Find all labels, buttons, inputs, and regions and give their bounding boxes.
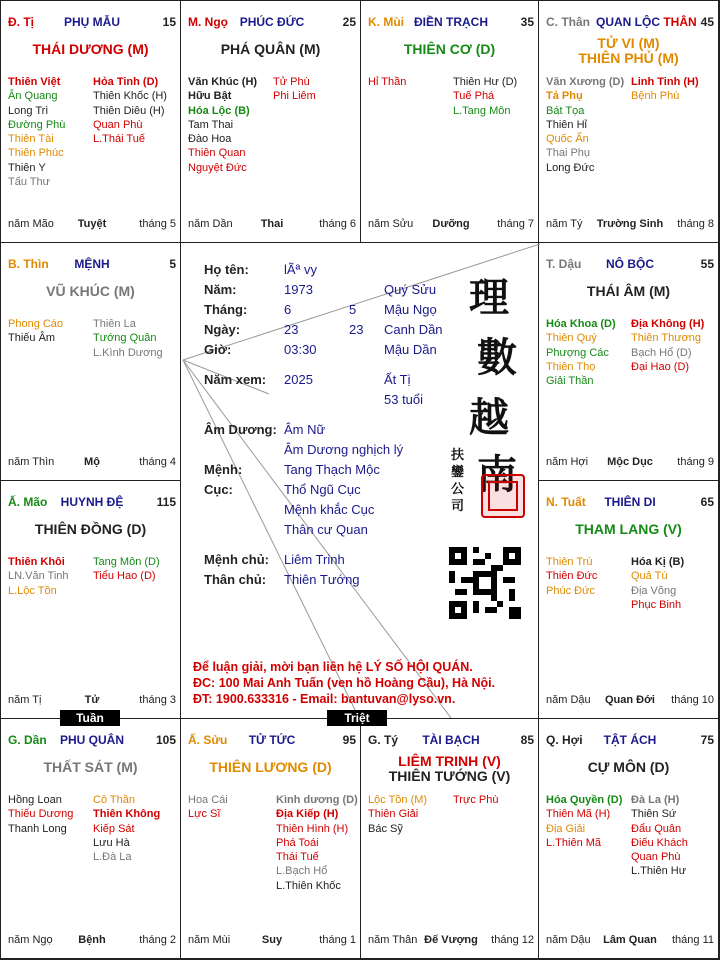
branch-label: G. Dần — [8, 733, 47, 747]
minor-star: Thiên Thương — [631, 332, 702, 345]
life-stage: Trường Sinh — [596, 218, 664, 230]
main-star: LIÊM TRINH (V) — [398, 753, 501, 769]
minor-star: Đà La (H) — [631, 794, 680, 806]
good-stars-column — [8, 317, 63, 346]
year-branch: năm Mùi — [188, 934, 231, 946]
life-stage: Suy — [261, 934, 283, 946]
palace-header — [546, 495, 714, 509]
branch-label: B. Thìn — [8, 257, 49, 271]
calligraphy-char-2: 數 — [477, 334, 517, 381]
cuc-note-1: Mệnh khắc Cục — [284, 502, 375, 517]
minor-star: Hỏa Tinh (D) — [93, 76, 159, 88]
seal-side-text: 扶 鑾 公 司 — [451, 448, 465, 514]
minor-star: Thiên Giải — [368, 808, 419, 821]
branch-label: N. Tuất — [546, 495, 586, 509]
good-stars-column — [8, 555, 69, 598]
minor-star: Thiên Hỉ — [546, 118, 587, 131]
palace-name: PHU QUÂN — [59, 733, 124, 747]
than-chu-label: Thân chủ: — [204, 572, 267, 587]
contact-phone-email: ĐT: 1900.633316 - Email: bantuvan@lyso.vn. — [193, 692, 456, 706]
palace-footer — [546, 456, 714, 470]
palace-footer — [546, 694, 714, 708]
minor-star: Thiên La — [93, 318, 136, 330]
palace-name: THIÊN DI — [604, 495, 656, 509]
than-marker: THÂN — [660, 15, 697, 29]
palace-cell-ti — [360, 718, 539, 959]
day-canchi: Canh Dần — [384, 322, 443, 337]
month-canchi: Mậu Ngọ — [384, 302, 437, 317]
palace-cell-thin — [0, 242, 181, 481]
palace-name: NÔ BỘC — [606, 257, 654, 271]
minor-star: Phi Liêm — [273, 90, 316, 103]
main-star: VŨ KHÚC (M) — [46, 283, 135, 299]
minor-star: Địa Không (H) — [631, 318, 705, 330]
main-star: THAM LANG (V) — [575, 521, 682, 537]
life-stage: Tử — [84, 694, 100, 706]
palace-cell-ngo — [180, 0, 361, 243]
contact-line-1: Để luận giải, mời bạn liên hệ LÝ SỐ HỘI QUÁN. — [193, 660, 473, 674]
cuc-label: Cục: — [204, 482, 233, 497]
life-stage: Tuyệt — [77, 218, 107, 230]
minor-star: Quan Phù — [93, 118, 143, 131]
month-label: tháng 11 — [671, 934, 714, 946]
minor-star: Tướng Quân — [93, 332, 157, 345]
menh-value: Tang Thạch Mộc — [284, 462, 380, 477]
hour-value: 03:30 — [284, 342, 317, 357]
year-branch: năm Ngọ — [8, 934, 53, 946]
name-value: lÃª vy — [284, 262, 317, 277]
minor-star: Quả Tú — [631, 570, 668, 583]
main-star: THIÊN LƯƠNG (D) — [209, 759, 332, 775]
bad-stars-column — [93, 317, 163, 360]
year-branch: năm Hợi — [546, 456, 589, 468]
minor-star: Lộc Tồn (M) — [368, 794, 428, 806]
year-branch: năm Tị — [8, 694, 42, 706]
month-label: tháng 8 — [677, 218, 714, 230]
minor-star: L.Bạch Hổ — [276, 865, 328, 878]
view-year-value: 2025 — [284, 372, 313, 387]
minor-star: Thiên Trù — [546, 556, 593, 568]
branch-label: Q. Hợi — [546, 733, 583, 747]
palace-name: PHÚC ĐỨC — [239, 15, 305, 29]
palace-age-number: 55 — [700, 257, 714, 271]
minor-star: Đại Hao (D) — [631, 360, 690, 373]
palace-footer — [8, 456, 176, 470]
minor-star: Nguyệt Đức — [188, 161, 247, 174]
month-label: tháng 12 — [491, 934, 534, 946]
month-label: tháng 1 — [319, 934, 356, 946]
year-value: 1973 — [284, 282, 313, 297]
palace-footer — [8, 218, 176, 232]
year-branch: năm Dậu — [546, 694, 591, 706]
palace-header — [188, 15, 356, 29]
minor-star: Thiên Khốc (H) — [93, 90, 167, 103]
month-label: tháng 6 — [319, 218, 356, 230]
year-branch: năm Dần — [188, 218, 233, 230]
amduong-label: Âm Dương: — [204, 422, 277, 437]
good-stars-column — [8, 75, 65, 189]
amduong-note: Âm Dương nghịch lý — [284, 442, 404, 457]
bad-stars-column — [273, 75, 316, 104]
bad-stars-column — [93, 793, 160, 864]
palace-name: TÀI BẠCH — [422, 733, 480, 747]
good-stars-column — [546, 317, 616, 388]
minor-star: Kiếp Sát — [93, 822, 135, 835]
minor-star: Thiên Phúc — [8, 147, 64, 160]
palace-footer — [8, 934, 176, 948]
branch-label: G. Tý — [368, 733, 399, 747]
minor-star: Phá Toái — [276, 836, 319, 849]
life-stage: Lâm Quan — [603, 934, 657, 946]
palace-cell-mao — [0, 480, 181, 719]
palace-age-number: 35 — [520, 15, 534, 29]
amduong-value: Âm Nữ — [284, 422, 326, 437]
minor-star: Long Đức — [546, 161, 595, 174]
life-stage: Bệnh — [78, 934, 106, 946]
palace-age-number: 85 — [520, 733, 534, 747]
minor-star: Bác Sỹ — [368, 822, 403, 835]
palace-header — [8, 495, 176, 509]
minor-star: Thiên Diêu (H) — [93, 104, 165, 117]
minor-star: Thiếu Âm — [8, 332, 56, 345]
life-stage: Đế Vượng — [424, 934, 478, 946]
minor-star: Thiên Khôi — [8, 556, 65, 568]
month-label: tháng 2 — [139, 934, 176, 946]
minor-star: Phúc Đức — [546, 584, 595, 597]
month-label: tháng 3 — [139, 694, 176, 706]
good-stars-column — [188, 793, 228, 822]
minor-star: L.Thái Tuế — [93, 133, 145, 146]
minor-star: Điếu Khách — [631, 836, 688, 849]
good-stars-column — [368, 75, 406, 89]
minor-star: Địa Giải — [546, 822, 586, 835]
name-label: Họ tên: — [204, 262, 249, 277]
tuan-label: Tuần — [60, 710, 120, 726]
minor-star: Hỉ Thần — [368, 76, 407, 88]
day-value: 23 — [284, 322, 299, 337]
minor-star: Văn Khúc (H) — [188, 76, 258, 88]
month-label: tháng 7 — [497, 218, 534, 230]
year-canchi: Quý Sửu — [384, 282, 437, 297]
palace-cell-hoi — [538, 718, 719, 959]
palace-header — [188, 733, 356, 747]
bad-stars-column — [631, 317, 704, 374]
minor-star: Lưu Hà — [93, 836, 130, 849]
age-value: 53 tuổi — [384, 392, 424, 407]
minor-star: Thiên Quý — [546, 332, 597, 345]
palace-header — [368, 733, 534, 747]
minor-star: L.Kình Dương — [93, 346, 163, 359]
branch-label: M. Ngọ — [188, 15, 228, 29]
minor-star: Tả Phụ — [546, 90, 583, 103]
palace-cell-than — [538, 0, 719, 243]
minor-star: Tấu Thư — [8, 176, 51, 189]
minor-star: L.Tang Môn — [453, 104, 511, 117]
minor-star: Bệnh Phù — [631, 90, 680, 103]
palace-age-number: 45 — [700, 15, 714, 29]
minor-star: L.Thiên Hư — [631, 865, 687, 878]
palace-age-number: 25 — [342, 15, 356, 29]
life-stage: Dưỡng — [432, 218, 470, 230]
palace-footer — [546, 218, 714, 232]
minor-star: Tam Thai — [188, 118, 234, 131]
minor-star: LN.Văn Tinh — [8, 570, 69, 583]
calligraphy-char-4: 南 — [477, 451, 517, 498]
minor-star: Thiên Sứ — [631, 808, 677, 821]
palace-age-number: 15 — [162, 15, 176, 29]
day-label: Ngày: — [204, 322, 241, 337]
minor-star: Đẩu Quân — [631, 822, 682, 835]
menh-label: Mệnh: — [204, 462, 243, 477]
month-label: tháng 10 — [671, 694, 714, 706]
minor-star: Phục Binh — [631, 598, 682, 611]
palace-cell-dau — [538, 242, 719, 481]
minor-star: Hóa Lộc (B) — [188, 104, 250, 117]
minor-star: Hóa Quyền (D) — [546, 794, 623, 806]
palace-footer — [368, 934, 534, 948]
minor-star: Đường Phù — [8, 118, 66, 131]
contact-address: ĐC: 100 Mai Anh Tuấn (ven hồ Hoàng Cầu), Hà Nội. — [193, 676, 496, 690]
palace-age-number: 105 — [155, 733, 176, 747]
minor-star: Thiên Mã (H) — [546, 808, 611, 821]
minor-star: Tuế Phá — [453, 90, 495, 103]
bad-stars-column — [631, 75, 699, 104]
palace-cell-suu — [180, 718, 361, 959]
minor-star: L.Lộc Tồn — [8, 584, 57, 597]
minor-star: Thiên Quan — [188, 147, 246, 160]
minor-star: Văn Xương (D) — [546, 76, 625, 88]
palace-age-number: 5 — [169, 257, 176, 271]
palace-age-number: 95 — [342, 733, 356, 747]
palace-footer — [188, 218, 356, 232]
main-star: THẤT SÁT (M) — [43, 759, 138, 775]
minor-star: Địa Kiếp (H) — [276, 808, 339, 821]
year-branch: năm Thìn — [8, 456, 55, 468]
minor-star: Long Trì — [8, 104, 49, 117]
branch-label: C. Thân — [546, 15, 590, 29]
minor-star: Thiên Hư (D) — [453, 76, 518, 88]
month-label: Tháng: — [204, 302, 248, 317]
minor-star: Quan Phù — [631, 851, 681, 864]
than-chu-value: Thiên Tướng — [284, 572, 360, 587]
good-stars-column — [546, 555, 597, 598]
triet-label: Triệt — [327, 710, 387, 726]
branch-label: Ấ. Sửu — [188, 733, 228, 747]
minor-star: Thiên Thọ — [546, 360, 596, 373]
palace-cell-tuat — [538, 480, 719, 719]
calligraphy-char-3: 越 — [469, 394, 509, 441]
cuc-note-2: Thân cư Quan — [284, 522, 368, 537]
month-label: tháng 4 — [139, 456, 176, 468]
palace-name: HUYNH ĐỆ — [60, 495, 124, 509]
calligraphy-char-1: 理 — [469, 274, 509, 321]
branch-label: Đ. Tị — [8, 15, 34, 29]
palace-age-number: 65 — [700, 495, 714, 509]
minor-star: L.Thiên Khốc — [276, 879, 341, 892]
palace-cell-ty — [0, 0, 181, 243]
month-value: 6 — [284, 302, 292, 317]
minor-star: Thiên Tài — [8, 133, 54, 146]
minor-star: Cô Thần — [93, 794, 135, 806]
palace-footer — [188, 934, 356, 948]
life-stage: Mộc Dục — [607, 456, 653, 468]
palace-age-number: 75 — [700, 733, 714, 747]
main-star: THIÊN PHỦ (M) — [578, 50, 679, 66]
minor-star: Hữu Bật — [188, 90, 232, 103]
minor-star: Hoa Cái — [188, 794, 228, 806]
bad-stars-column — [93, 555, 160, 584]
main-star: CỰ MÔN (D) — [587, 759, 670, 775]
menh-chu-label: Mệnh chủ: — [204, 552, 269, 567]
menh-chu-value: Liêm Trinh — [284, 552, 345, 567]
main-star: THIÊN ĐỒNG (D) — [34, 521, 147, 537]
palace-cell-mui — [360, 0, 539, 243]
palace-header — [8, 733, 176, 747]
minor-star: Thiên Việt — [8, 76, 61, 88]
minor-star: Ân Quang — [8, 90, 58, 103]
palace-header — [368, 15, 534, 29]
bad-stars-column — [276, 793, 358, 893]
palace-header — [546, 733, 714, 747]
minor-star: Trực Phù — [453, 794, 499, 806]
branch-label: K. Mùi — [368, 15, 404, 29]
branch-label: T. Dậu — [546, 257, 582, 271]
year-branch: năm Dậu — [546, 934, 591, 946]
minor-star: Tang Môn (D) — [93, 556, 160, 568]
main-star: THÁI DƯƠNG (M) — [32, 41, 149, 57]
palace-name: TỬ TỨC — [248, 733, 296, 747]
good-stars-column — [546, 75, 624, 175]
qr-code-icon — [449, 547, 521, 619]
minor-star: Hóa Khoa (D) — [546, 318, 616, 330]
minor-star: Phong Cáo — [8, 318, 64, 330]
minor-star: Kình dương (D) — [276, 794, 358, 806]
palace-age-number: 115 — [156, 495, 176, 509]
day-value-lunar: 23 — [349, 322, 364, 337]
life-stage: Quan Đới — [605, 694, 655, 706]
red-seal-stamp — [481, 474, 525, 518]
palace-name: QUAN LỘC THÂN — [596, 15, 697, 29]
palace-footer — [368, 218, 534, 232]
minor-star: Phượng Các — [546, 346, 609, 359]
center-info-panel — [179, 242, 540, 718]
minor-star: Hồng Loan — [8, 794, 62, 806]
minor-star: Thai Phụ — [546, 147, 591, 160]
bad-stars-column — [631, 555, 684, 612]
minor-star: L.Thiên Mã — [546, 836, 602, 849]
year-label: Năm: — [204, 282, 237, 297]
minor-star: Bạch Hổ (D) — [631, 346, 692, 359]
palace-footer — [546, 934, 714, 948]
palace-header — [8, 257, 176, 271]
month-value-lunar: 5 — [349, 302, 357, 317]
minor-star: Thanh Long — [8, 822, 67, 835]
palace-name: PHỤ MẪU — [64, 15, 120, 29]
minor-star: Hóa Kị (B) — [631, 556, 685, 568]
bad-stars-column — [453, 75, 517, 118]
palace-header — [546, 15, 714, 29]
minor-star: Thiên Không — [93, 808, 161, 821]
minor-star: Giải Thần — [546, 375, 594, 388]
minor-star: Thái Tuế — [276, 851, 319, 864]
good-stars-column — [368, 793, 427, 836]
minor-star: L.Đà La — [93, 851, 132, 864]
main-star: PHÁ QUÂN (M) — [220, 41, 321, 57]
year-branch: năm Tý — [546, 218, 583, 230]
main-star: THÁI ÂM (M) — [586, 283, 671, 299]
bad-stars-column — [453, 793, 498, 807]
minor-star: Tiểu Hao (D) — [93, 570, 156, 583]
main-star: THIÊN TƯỚNG (V) — [388, 768, 511, 784]
minor-star: Tử Phù — [273, 76, 310, 88]
view-year-label: Năm xem: — [204, 372, 267, 387]
year-branch: năm Thân — [368, 934, 418, 946]
palace-header — [8, 15, 176, 29]
hour-canchi: Mậu Dần — [384, 342, 437, 357]
minor-star: Đào Hoa — [188, 133, 232, 146]
palace-name: TẬT ÁCH — [603, 733, 657, 747]
good-stars-column — [188, 75, 257, 175]
hour-label: Giờ: — [204, 342, 232, 357]
year-branch: năm Sửu — [368, 218, 414, 230]
bad-stars-column — [631, 793, 688, 879]
minor-star: Địa Võng — [631, 584, 677, 597]
minor-star: Thiên Y — [8, 161, 46, 174]
main-star: THIÊN CƠ (D) — [403, 41, 496, 57]
life-stage: Thai — [260, 218, 284, 230]
palace-footer — [8, 694, 176, 708]
good-stars-column — [546, 793, 622, 850]
minor-star: Linh Tinh (H) — [631, 76, 699, 88]
year-branch: năm Mão — [8, 218, 54, 230]
palace-name: ĐIỀN TRẠCH — [414, 15, 488, 29]
palace-cell-dan — [0, 718, 181, 959]
main-star: TỬ VI (M) — [597, 35, 660, 51]
minor-star: Lực Sĩ — [188, 808, 221, 821]
month-label: tháng 9 — [677, 456, 714, 468]
month-label: tháng 5 — [139, 218, 176, 230]
palace-name: MỆNH — [74, 257, 110, 271]
branch-label: Ấ. Mão — [8, 495, 48, 509]
minor-star: Quốc Ấn — [546, 133, 589, 146]
view-year-canchi: Ất Tị — [384, 372, 411, 387]
minor-star: Thiên Hình (H) — [276, 822, 349, 835]
palace-header — [546, 257, 714, 271]
cuc-value: Thổ Ngũ Cục — [284, 482, 361, 497]
minor-star: Bát Tọa — [546, 104, 585, 117]
bad-stars-column — [93, 75, 167, 146]
good-stars-column — [8, 793, 73, 836]
minor-star: Thiên Đức — [546, 570, 598, 583]
minor-star: Thiếu Dương — [8, 808, 74, 821]
life-stage: Mộ — [84, 456, 100, 468]
